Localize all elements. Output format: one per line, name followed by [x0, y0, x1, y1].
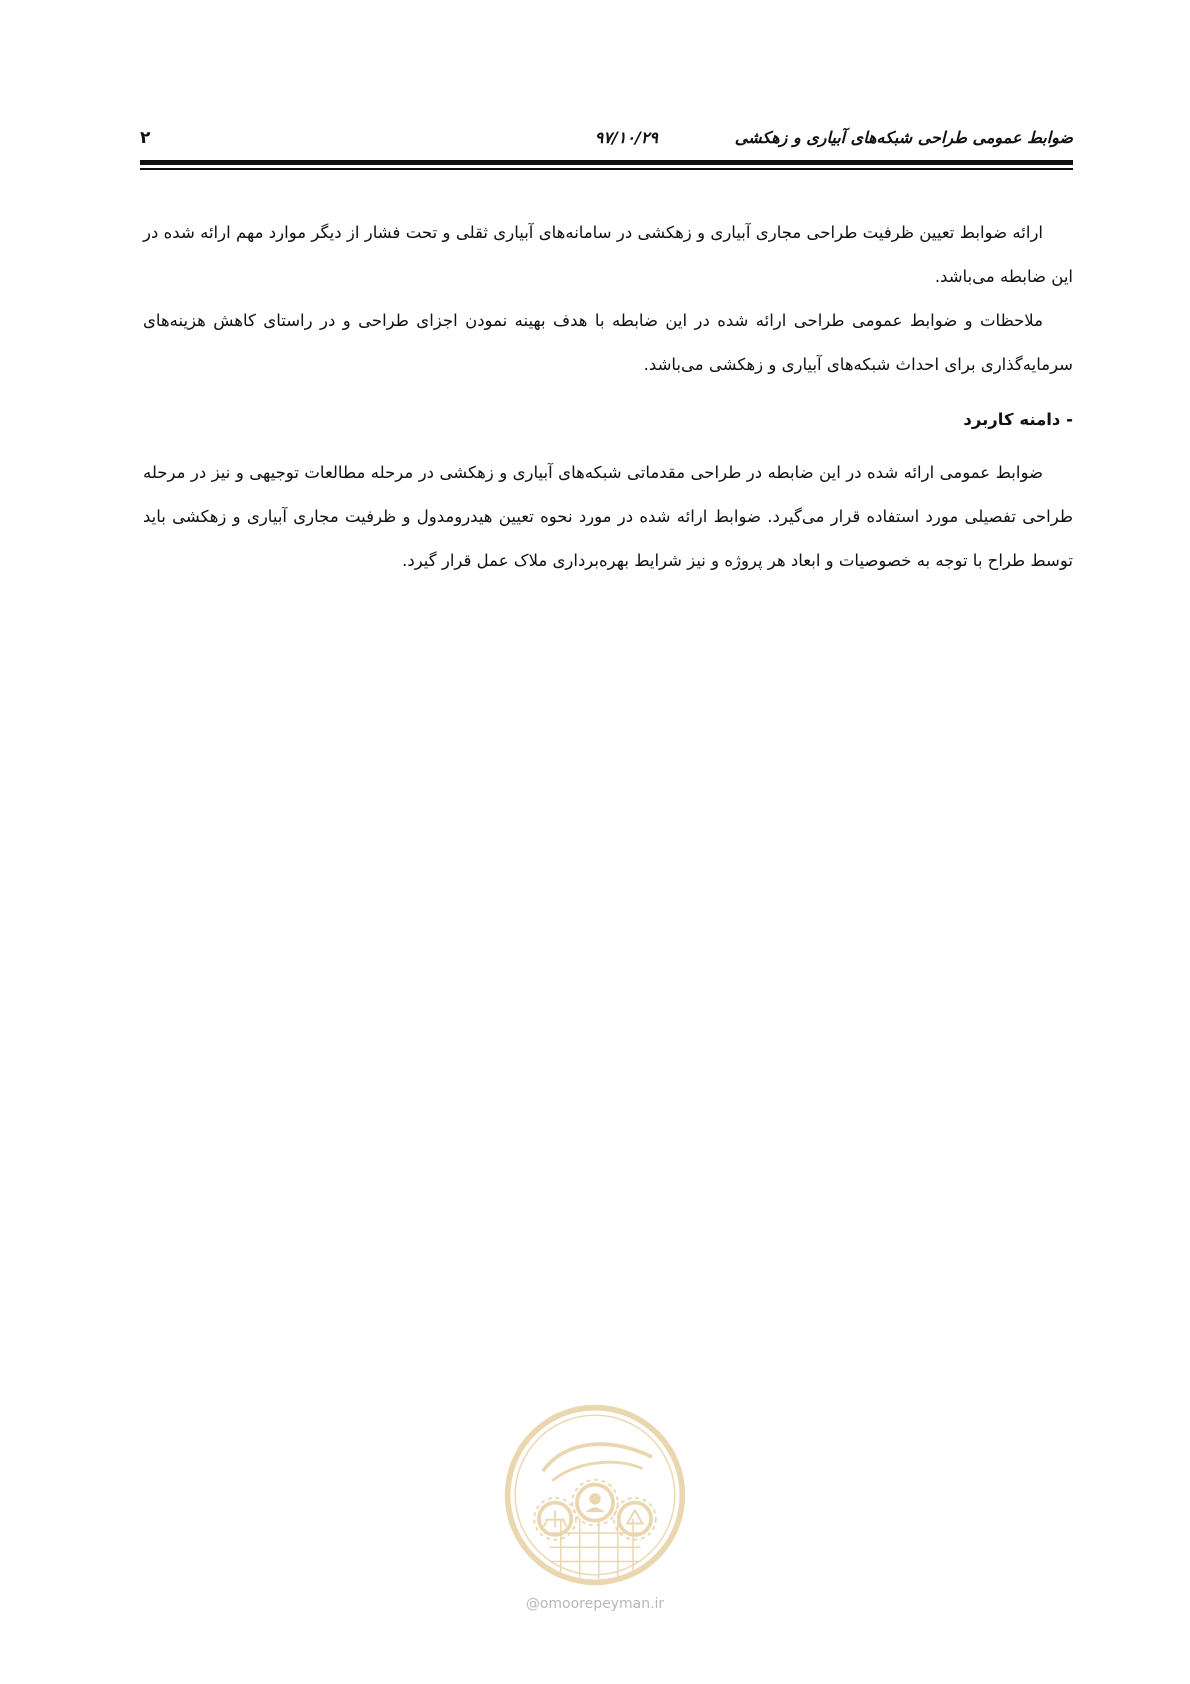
page-header: [140, 128, 1073, 150]
body-paragraph: ضوابط عمومی ارائه شده در این ضابطه در طراحی مقدماتی شبکه‌های آبیاری و زهکشی در مرحله مطالعات توجیهی و نیز در مرحله طراحی تفصیلی مورد استفاده قرار می‌گیرد. ضوابط ارائه شده در مورد نحوه تعیین هیدرومدول و ظرفیت مجاری آبیاری و زهکشی باید توسط طراح با توجه به خصوصیات و ابعاد هر پروژه و نیز شرایط بهره‌برداری ملاک عمل قرار گیرد.: [143, 463, 1073, 570]
watermark-url: @omoorepeyman.ir: [525, 1596, 665, 1612]
body-paragraph: ملاحظات و ضوابط عمومی طراحی ارائه شده در این ضابطه با هدف بهینه نمودن اجزای طراحی و در راستای کاهش هزینه‌های سرمایه‌گذاری برای احداث شبکه‌های آبیاری و زهکشی می‌باشد.: [143, 311, 1073, 374]
page-number: ۲: [140, 128, 151, 148]
header-title: ضوابط عمومی طراحی شبکه‌های آبیاری و زهکشی: [734, 128, 1073, 147]
watermark-logo-icon: [500, 1400, 690, 1590]
body-paragraph: ارائه ضوابط تعیین ظرفیت طراحی مجاری آبیاری و زهکشی در سامانه‌های آبیاری ثقلی و تحت فشار از دیگر موارد مهم ارائه شده در این ضابطه می‌باشد.: [143, 223, 1073, 286]
section-heading: - دامنه کاربرد: [963, 410, 1073, 429]
header-rule-thin: [140, 168, 1073, 170]
header-date: ۹۷/۱۰/۲۹: [594, 128, 658, 147]
page-body: [143, 211, 1073, 583]
header-rule-thick: [140, 160, 1073, 165]
